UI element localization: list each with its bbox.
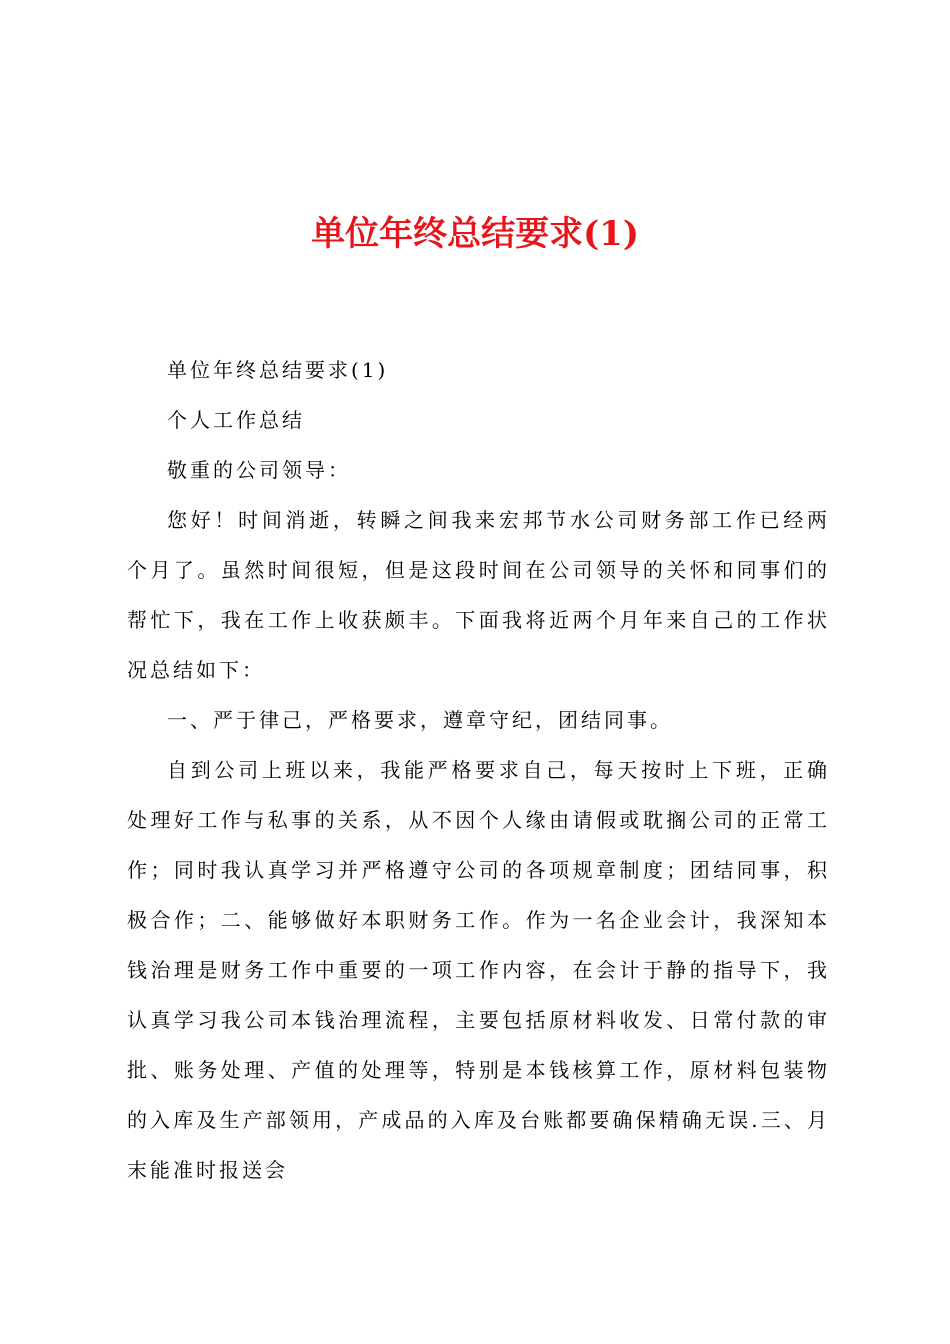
document-body bbox=[127, 345, 830, 1195]
document-title: 单位年终总结要求(1) bbox=[311, 214, 639, 254]
paragraph-salutation: 敬重的公司领导： bbox=[167, 458, 351, 482]
paragraph-greeting: 您好！时间消逝，转瞬之间我来宏邦节水公司财务部工作已经两个月了。虽然时间很短，但是这段时间在公司领导的关怀和同事们的帮忙下，我在工作上收获颇丰。下面我将近两个月年来自己的工作状况总结如下： bbox=[127, 508, 830, 682]
paragraph-heading: 单位年终总结要求(1) bbox=[167, 358, 389, 382]
paragraph-subtitle: 个人工作总结 bbox=[167, 408, 305, 432]
paragraph-details: 自到公司上班以来，我能严格要求自己，每天按时上下班，正确处理好工作与私事的关系，从不因个人缘由请假或耽搁公司的正常工作；同时我认真学习并严格遵守公司的各项规章制度；团结同事，积极合作；二、能够做好本职财务工作。作为一名企业会计，我深知本钱治理是财务工作中重要的一项工作内容，在会计于静的指导下，我认真学习我公司本钱治理流程，主要包括原材料收发、日常付款的审批、账务处理、产值的处理等，特别是本钱核算工作，原材料包装物的入库及生产部领用，产成品的入库及台账都要确保精确无误.三、月末能准时报送会 bbox=[127, 758, 830, 1182]
paragraph-section-one: 一、严于律己，严格要求，遵章守纪，团结同事。 bbox=[167, 708, 673, 732]
